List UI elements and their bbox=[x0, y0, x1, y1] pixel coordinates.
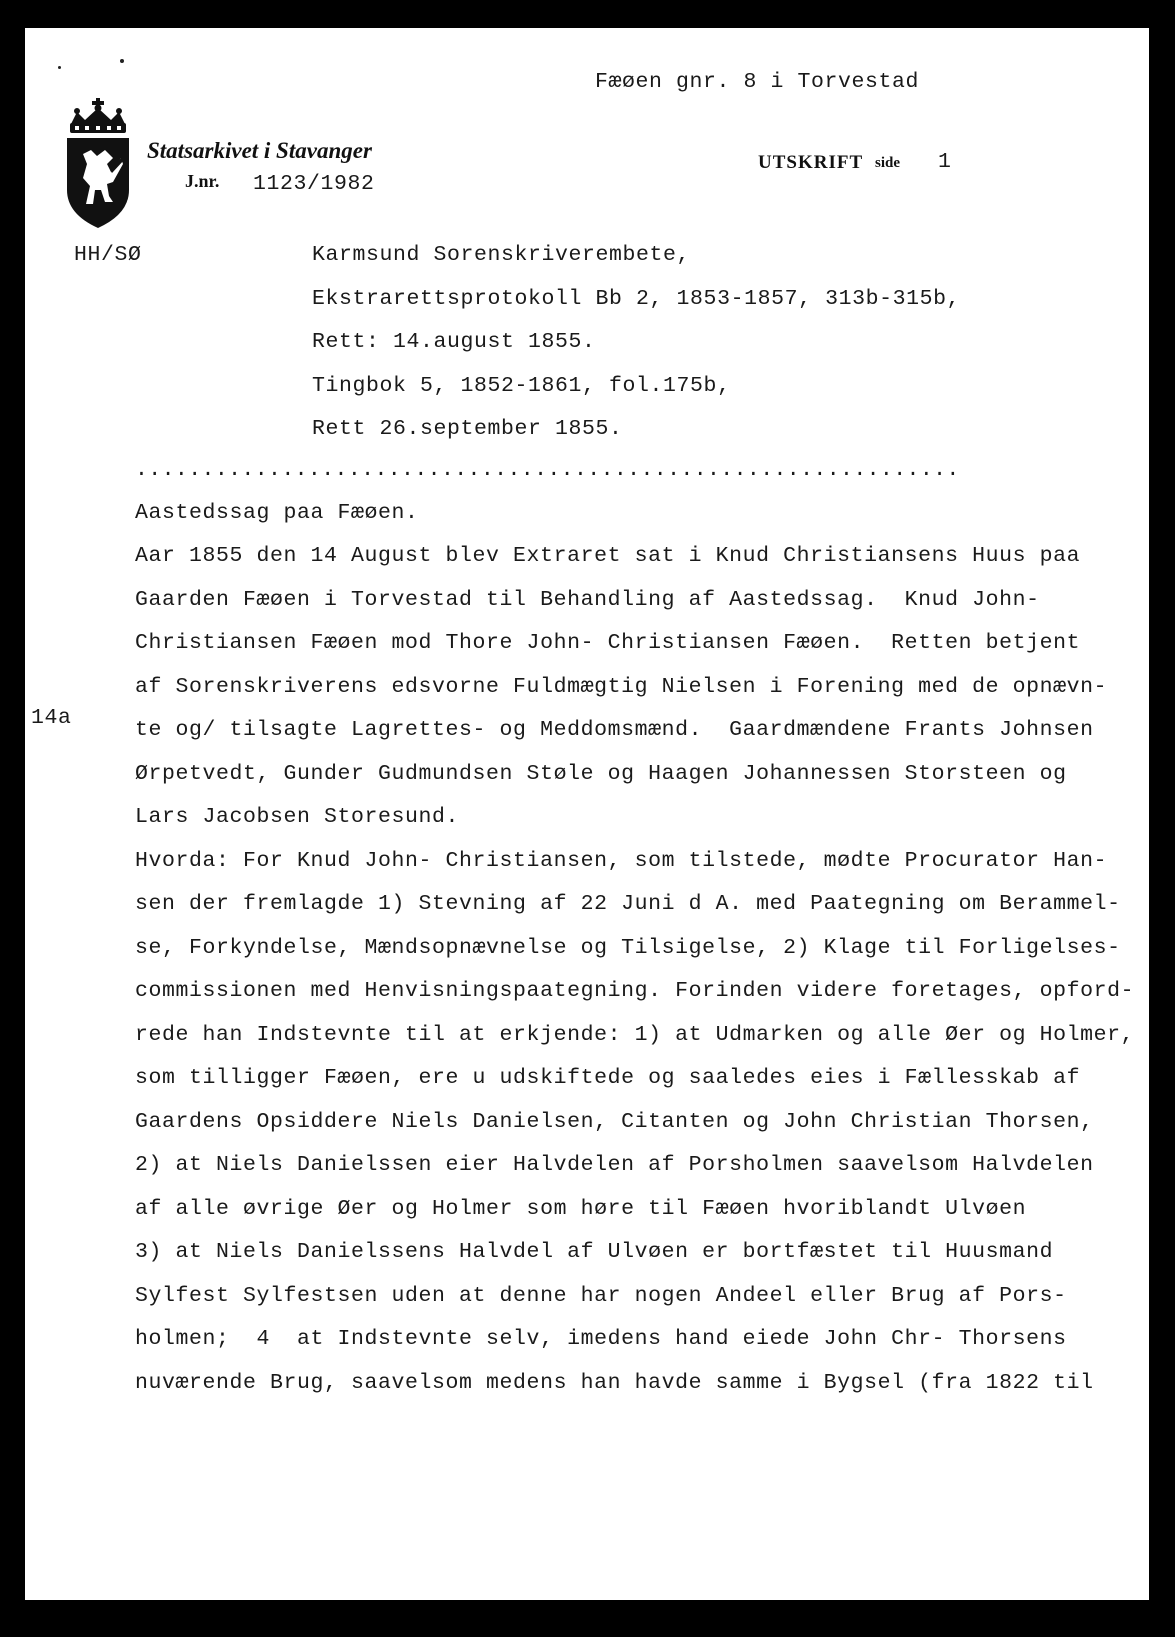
speck-mark bbox=[120, 59, 124, 63]
body-line: Lars Jacobsen Storesund. bbox=[135, 805, 460, 829]
body-line: nuværende Brug, saavelsom medens han havde samme i Bygsel (fra 1822 til bbox=[135, 1371, 1094, 1395]
author-initials: HH/SØ bbox=[74, 243, 142, 267]
source-line: Tingbok 5, 1852-1861, fol.175b, bbox=[312, 374, 731, 398]
source-line: Rett: 14.august 1855. bbox=[312, 330, 596, 354]
body-line: Gaarden Fæøen i Torvestad til Behandling af Aastedssag. Knud John- bbox=[135, 588, 1040, 612]
body-line: som tilligger Fæøen, ere u udskiftede og saaledes eies i Fællesskab af bbox=[135, 1066, 1081, 1090]
body-line: Aar 1855 den 14 August blev Extraret sat i Knud Christiansens Huus paa bbox=[135, 544, 1081, 568]
body-line: te og/ tilsagte Lagrettes- og Meddomsmænd. Gaardmændene Frants Johnsen bbox=[135, 718, 1094, 742]
body-line: rede han Indstevnte til at erkjende: 1) at Udmarken og alle Øer og Holmer, bbox=[135, 1023, 1135, 1047]
body-line: commissionen med Henvisningspaategning. Forinden videre foretages, opford- bbox=[135, 979, 1135, 1003]
document-title: Fæøen gnr. 8 i Torvestad bbox=[595, 70, 920, 94]
speck-mark bbox=[58, 66, 61, 69]
body-line: Christiansen Fæøen mod Thore John- Christiansen Fæøen. Retten betjent bbox=[135, 631, 1081, 655]
document-page bbox=[25, 28, 1149, 1600]
body-line: sen der fremlagde 1) Stevning af 22 Juni d A. med Paategning om Berammel- bbox=[135, 892, 1121, 916]
body-line: 3) at Niels Danielssens Halvdel af Ulvøen er bortfæstet til Huusmand bbox=[135, 1240, 1054, 1264]
dotted-separator: .............................................................. bbox=[135, 458, 960, 482]
body-line: af Sorenskriverens edsvorne Fuldmægtig Nielsen i Forening med de opnævn- bbox=[135, 675, 1108, 699]
body-line: se, Forkyndelse, Mændsopnævnelse og Tilsigelse, 2) Klage til Forligelses- bbox=[135, 936, 1121, 960]
source-line: Rett 26.september 1855. bbox=[312, 417, 623, 441]
source-line: Ekstrarettsprotokoll Bb 2, 1853-1857, 313b-315b, bbox=[312, 287, 961, 311]
journal-number: 1123/1982 bbox=[253, 172, 375, 196]
journal-number-label: J.nr. bbox=[185, 171, 220, 191]
utskrift-label: UTSKRIFT bbox=[758, 152, 864, 173]
coat-of-arms-icon bbox=[63, 98, 133, 230]
archive-name: Statsarkivet i Stavanger bbox=[147, 138, 372, 163]
body-line: Sylfest Sylfestsen uden at denne har nogen Andeel eller Brug af Pors- bbox=[135, 1284, 1067, 1308]
body-line: Aastedssag paa Fæøen. bbox=[135, 501, 419, 525]
margin-note: 14a bbox=[31, 706, 72, 730]
body-line: Gaardens Opsiddere Niels Danielsen, Citanten og John Christian Thorsen, bbox=[135, 1110, 1094, 1134]
side-label: side bbox=[875, 155, 901, 171]
body-line: Ørpetvedt, Gunder Gudmundsen Støle og Haagen Johannessen Storsteen og bbox=[135, 762, 1067, 786]
body-line: 2) at Niels Danielssen eier Halvdelen af Porsholmen saavelsom Halvdelen bbox=[135, 1153, 1094, 1177]
source-line: Karmsund Sorenskriverembete, bbox=[312, 243, 691, 267]
body-line: af alle øvrige Øer og Holmer som høre til Fæøen hvoriblandt Ulvøen bbox=[135, 1197, 1027, 1221]
page-number: 1 bbox=[938, 150, 952, 174]
body-line: Hvorda: For Knud John- Christiansen, som tilstede, mødte Procurator Han- bbox=[135, 849, 1108, 873]
body-line: holmen; 4 at Indstevnte selv, imedens hand eiede John Chr- Thorsens bbox=[135, 1327, 1067, 1351]
